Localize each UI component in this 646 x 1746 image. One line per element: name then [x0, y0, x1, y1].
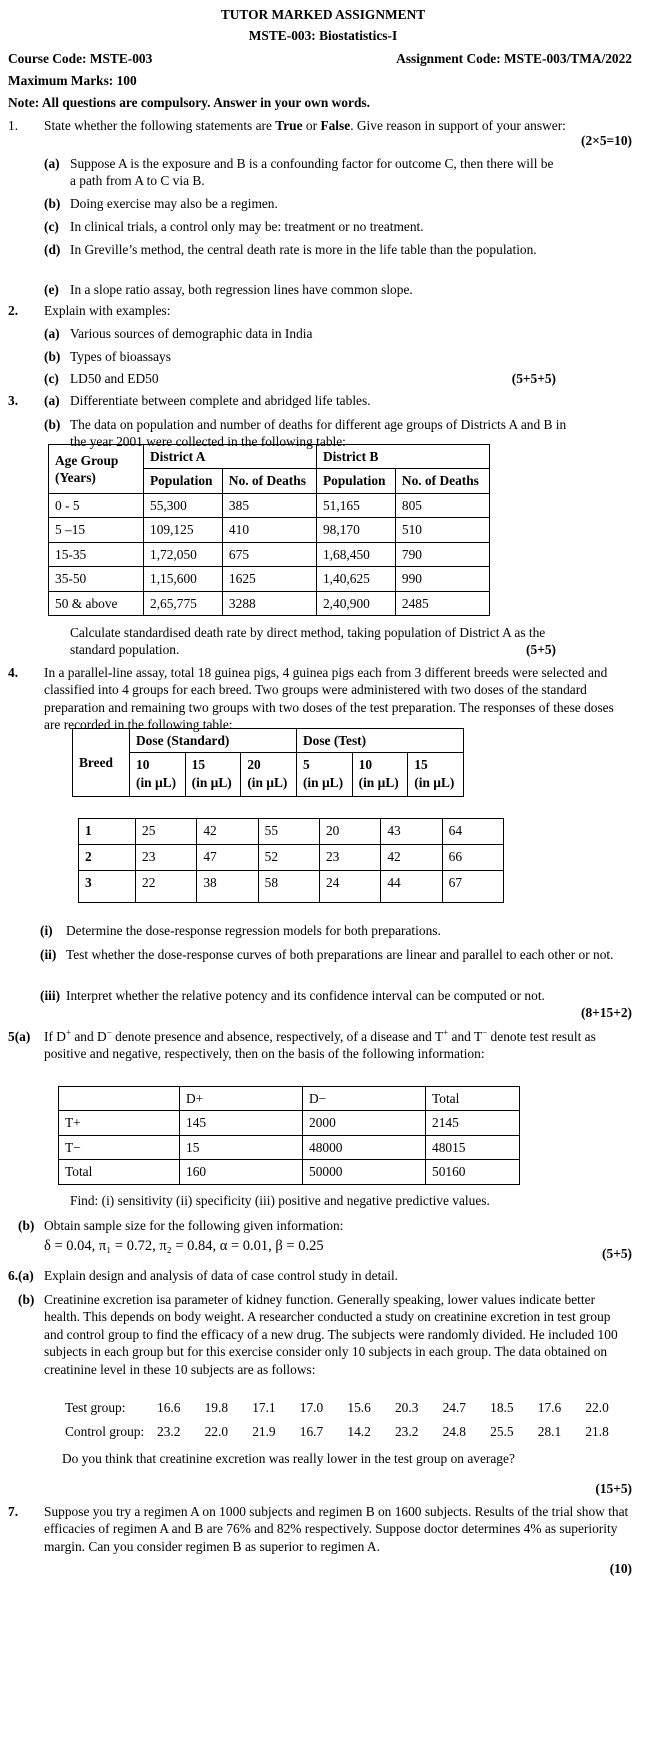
- cell: 15: [180, 1135, 303, 1159]
- dose-cell: 10 (in µL): [352, 753, 408, 797]
- table-row: [62, 1423, 630, 1447]
- cell: 25.5: [490, 1424, 514, 1439]
- q5-item-b: (b) Obtain sample size for the following given information:: [18, 1218, 344, 1233]
- q3-item-b: (b) The data on population and number of deaths for different age groups of Districts A and B in the year 2001 were collected in the following table:: [44, 417, 567, 450]
- q1-marks: (2×5=10): [581, 133, 632, 148]
- cell: 58: [258, 871, 319, 903]
- q1-item-e: (e) In a slope ratio assay, both regression lines have common slope.: [44, 282, 413, 297]
- q6-marks: (15+5): [595, 1481, 632, 1496]
- cell: 1,15,600: [144, 567, 223, 591]
- table-row: [79, 845, 504, 871]
- col-dose-test: Dose (Test): [296, 729, 463, 753]
- cell: 160: [180, 1160, 303, 1184]
- cell: 15.6: [347, 1400, 371, 1415]
- col-dose-standard: Dose (Standard): [130, 729, 297, 753]
- cell: 16.6: [157, 1400, 181, 1415]
- table-row: [49, 567, 490, 591]
- q2-number: 2.: [8, 303, 19, 318]
- col-age-group: Age Group (Years): [49, 445, 144, 494]
- table-row: [49, 591, 490, 615]
- col-population-b: Population: [316, 469, 395, 493]
- q1-number: 1.: [8, 118, 19, 133]
- q6-item-b: (b) Creatinine excretion isa parameter of kidney function. Generally speaking, lower values indicate better health. This depends on body weight. A researcher conducted a study on creatinine excretion in test group and control group to find the efficacy of a new drug. The subjects were randomly divided. He included 100 subjects in each group but for this exercise consider only 10 subjects in each group. The data obtained on creatinine level in these 10 subjects are as follows:: [18, 1292, 618, 1377]
- q4-item-iii: (iii) Interpret whether the relative potency and its confidence interval can be computed or not.: [40, 988, 545, 1003]
- dose-cell: 15 (in µL): [185, 753, 241, 797]
- q1-item-a: (a) Suppose A is the exposure and B is a confounding factor for outcome C, then there will be a path from A to C via B.: [44, 156, 554, 189]
- cell: 790: [395, 542, 489, 566]
- cell: 23: [136, 845, 197, 871]
- cell: 22.0: [585, 1400, 609, 1415]
- q2-item-b: (b) Types of bioassays: [44, 349, 171, 364]
- cell: 55: [258, 819, 319, 845]
- dose-cell: 5 (in µL): [296, 753, 352, 797]
- cell: 21.9: [252, 1424, 276, 1439]
- q5-formula: δ = 0.04, π₁ = 0.72, π₂ = 0.84, α = 0.01, β = 0.25: [44, 1238, 324, 1254]
- q2-item-c: (c) LD50 and ED50: [44, 371, 159, 386]
- cell: 67: [442, 871, 503, 903]
- cell: 64: [442, 819, 503, 845]
- cell: 23.2: [157, 1424, 181, 1439]
- cell: 18.5: [490, 1400, 514, 1415]
- col-district-a: District A: [144, 445, 317, 469]
- q1-item-c: (c) In clinical trials, a control only may be: treatment or no treatment.: [44, 219, 424, 234]
- assignment-code: Assignment Code: MSTE-003/TMA/2022: [396, 51, 632, 66]
- cell: 22.0: [204, 1424, 229, 1439]
- q4-number: 4.: [8, 665, 19, 680]
- cell: 0 - 5: [49, 493, 144, 517]
- q5-diagnostic-table: [58, 1086, 520, 1185]
- q6-item-a: Explain design and analysis of data of case control study in detail.: [44, 1268, 399, 1283]
- cell: 20.3: [394, 1400, 419, 1415]
- cell: 24.8: [442, 1424, 466, 1439]
- course-code: Course Code: MSTE-003: [8, 51, 153, 66]
- cell: 98,170: [316, 518, 395, 542]
- cell: 35-50: [49, 567, 144, 591]
- q4-text: In a parallel-line assay, total 18 guinea pigs, 4 guinea pigs each from 3 different breeds were selected and classified into 4 groups for each breed. Two groups were administered with two doses of the standard preparation and remaining two groups with two doses of the test preparation. The responses of these doses are recorded in the following table:: [44, 665, 614, 733]
- cell: T+: [59, 1111, 180, 1135]
- page-subtitle: MSTE-003: Biostatistics-I: [248, 28, 398, 43]
- cell: 1,68,450: [316, 542, 395, 566]
- cell: Total: [59, 1160, 180, 1184]
- dose-cell: 20 (in µL): [241, 753, 297, 797]
- cell: 25: [136, 819, 197, 845]
- q5-number: 5(a): [8, 1029, 31, 1044]
- cell: 3: [79, 871, 136, 903]
- q3-after-text: Calculate standardised death rate by direct method, taking population of District A as the standard population.: [70, 625, 546, 658]
- cell: [59, 1087, 180, 1111]
- q1-text: State whether the following statements are True or False. Give reason in support of your answer:: [44, 118, 566, 133]
- table-row: [59, 1111, 520, 1135]
- test-group-label: Test group:: [65, 1400, 126, 1415]
- q3-number: 3.: [8, 393, 19, 408]
- dose-cell: 15 (in µL): [408, 753, 464, 797]
- q7-marks: (10): [609, 1561, 632, 1576]
- note: Note: All questions are compulsory. Answer in your own words.: [8, 95, 370, 110]
- cell: 16.7: [299, 1424, 324, 1439]
- q7-text: Suppose you try a regimen A on 1000 subjects and regimen B on 1600 subjects. Results of the trial show that efficacies of regimen A and B are 76% and 82% respectively. Suppose doctor determines 4% as superiority margin. Can you consider regimen B as superior to regimen A.: [44, 1504, 629, 1554]
- cell: 17.1: [252, 1400, 276, 1415]
- q4-dose-header-table: [72, 728, 464, 797]
- cell: 44: [381, 871, 442, 903]
- cell: 510: [395, 518, 489, 542]
- table-row: [59, 1087, 520, 1111]
- col-deaths-b: No. of Deaths: [395, 469, 489, 493]
- table-row: [59, 1135, 520, 1159]
- q4-response-table: [78, 818, 504, 903]
- cell: 109,125: [144, 518, 223, 542]
- q5-find: Find: (i) sensitivity (ii) specificity (iii) positive and negative predictive values.: [70, 1193, 490, 1208]
- cell: 48015: [426, 1135, 520, 1159]
- q4-item-ii: (ii) Test whether the dose-response curves of both preparations are linear and parallel to each other or not.: [40, 947, 614, 962]
- cell: 50000: [303, 1160, 426, 1184]
- cell: 23: [319, 845, 380, 871]
- q6-question: Do you think that creatinine excretion was really lower in the test group on average?: [62, 1451, 515, 1466]
- col-district-b: District B: [316, 445, 489, 469]
- cell: 50160: [426, 1160, 520, 1184]
- cell: 38: [197, 871, 258, 903]
- q1-item-d: (d) In Greville’s method, the central death rate is more in the life table than the population.: [44, 242, 537, 257]
- q6-number: 6.(a): [8, 1268, 34, 1283]
- cell: 55,300: [144, 493, 223, 517]
- cell: 28.1: [537, 1424, 562, 1439]
- q3-item-a: (a) Differentiate between complete and abridged life tables.: [44, 393, 371, 408]
- q4-item-i: (i) Determine the dose-response regression models for both preparations.: [40, 923, 441, 938]
- cell: 24: [319, 871, 380, 903]
- cell: 2,65,775: [144, 591, 223, 615]
- cell: 2485: [395, 591, 489, 615]
- dose-cell: 10 (in µL): [130, 753, 186, 797]
- cell: 52: [258, 845, 319, 871]
- cell: 21.8: [585, 1424, 609, 1439]
- cell: 410: [222, 518, 316, 542]
- cell: 1,72,050: [144, 542, 223, 566]
- col-population-a: Population: [144, 469, 223, 493]
- cell: 14.2: [347, 1424, 371, 1439]
- cell: 2,40,900: [316, 591, 395, 615]
- cell: 5 –15: [49, 518, 144, 542]
- cell: 42: [381, 845, 442, 871]
- q4-marks: (8+15+2): [581, 1005, 632, 1020]
- q2-item-a: (a) Various sources of demographic data in India: [44, 326, 313, 341]
- cell: 43: [381, 819, 442, 845]
- q5-marks: (5+5): [602, 1246, 632, 1261]
- cell: 50 & above: [49, 591, 144, 615]
- q2-text: Explain with examples:: [44, 303, 171, 318]
- cell: 42: [197, 819, 258, 845]
- cell: 3288: [222, 591, 316, 615]
- cell: D+: [180, 1087, 303, 1111]
- cell: 675: [222, 542, 316, 566]
- cell: 385: [222, 493, 316, 517]
- col-deaths-a: No. of Deaths: [222, 469, 316, 493]
- cell: 17.0: [299, 1400, 324, 1415]
- table-row: [59, 1160, 520, 1184]
- cell: 19.8: [204, 1400, 229, 1415]
- table-row: [49, 493, 490, 517]
- cell: 51,165: [316, 493, 395, 517]
- cell: 2: [79, 845, 136, 871]
- table-row: [79, 871, 504, 903]
- cell: 23.2: [394, 1424, 419, 1439]
- q3-deaths-table: [48, 444, 490, 616]
- q1-item-b: (b) Doing exercise may also be a regimen.: [44, 196, 278, 211]
- cell: 66: [442, 845, 503, 871]
- col-breed: Breed: [73, 729, 130, 797]
- table-row: [49, 542, 490, 566]
- control-group-label: Control group:: [65, 1424, 145, 1439]
- table-row: [79, 819, 504, 845]
- cell: 48000: [303, 1135, 426, 1159]
- cell: 805: [395, 493, 489, 517]
- max-marks: Maximum Marks: 100: [8, 73, 137, 88]
- cell: 20: [319, 819, 380, 845]
- cell: 22: [136, 871, 197, 903]
- cell: 990: [395, 567, 489, 591]
- cell: 1: [79, 819, 136, 845]
- q3-marks: (5+5): [526, 642, 556, 657]
- cell: D−: [303, 1087, 426, 1111]
- cell: 2145: [426, 1111, 520, 1135]
- cell: 145: [180, 1111, 303, 1135]
- cell: T−: [59, 1135, 180, 1159]
- q6-creatinine-table: [62, 1399, 630, 1447]
- cell: 1,40,625: [316, 567, 395, 591]
- table-row: [62, 1399, 630, 1423]
- table-row: [49, 518, 490, 542]
- cell: 2000: [303, 1111, 426, 1135]
- cell: 17.6: [537, 1400, 562, 1415]
- q2-marks: (5+5+5): [511, 371, 556, 386]
- cell: 1625: [222, 567, 316, 591]
- cell: 24.7: [442, 1400, 466, 1415]
- page-title: TUTOR MARKED ASSIGNMENT: [220, 7, 426, 22]
- q5-text: If D+ and D− denote presence and absence, respectively, of a disease and T+ and T− denote test result as positive and negative, respectively, then on the basis of the following information:: [44, 1027, 596, 1062]
- cell: Total: [426, 1087, 520, 1111]
- q7-number: 7.: [8, 1504, 19, 1519]
- cell: 15-35: [49, 542, 144, 566]
- cell: 47: [197, 845, 258, 871]
